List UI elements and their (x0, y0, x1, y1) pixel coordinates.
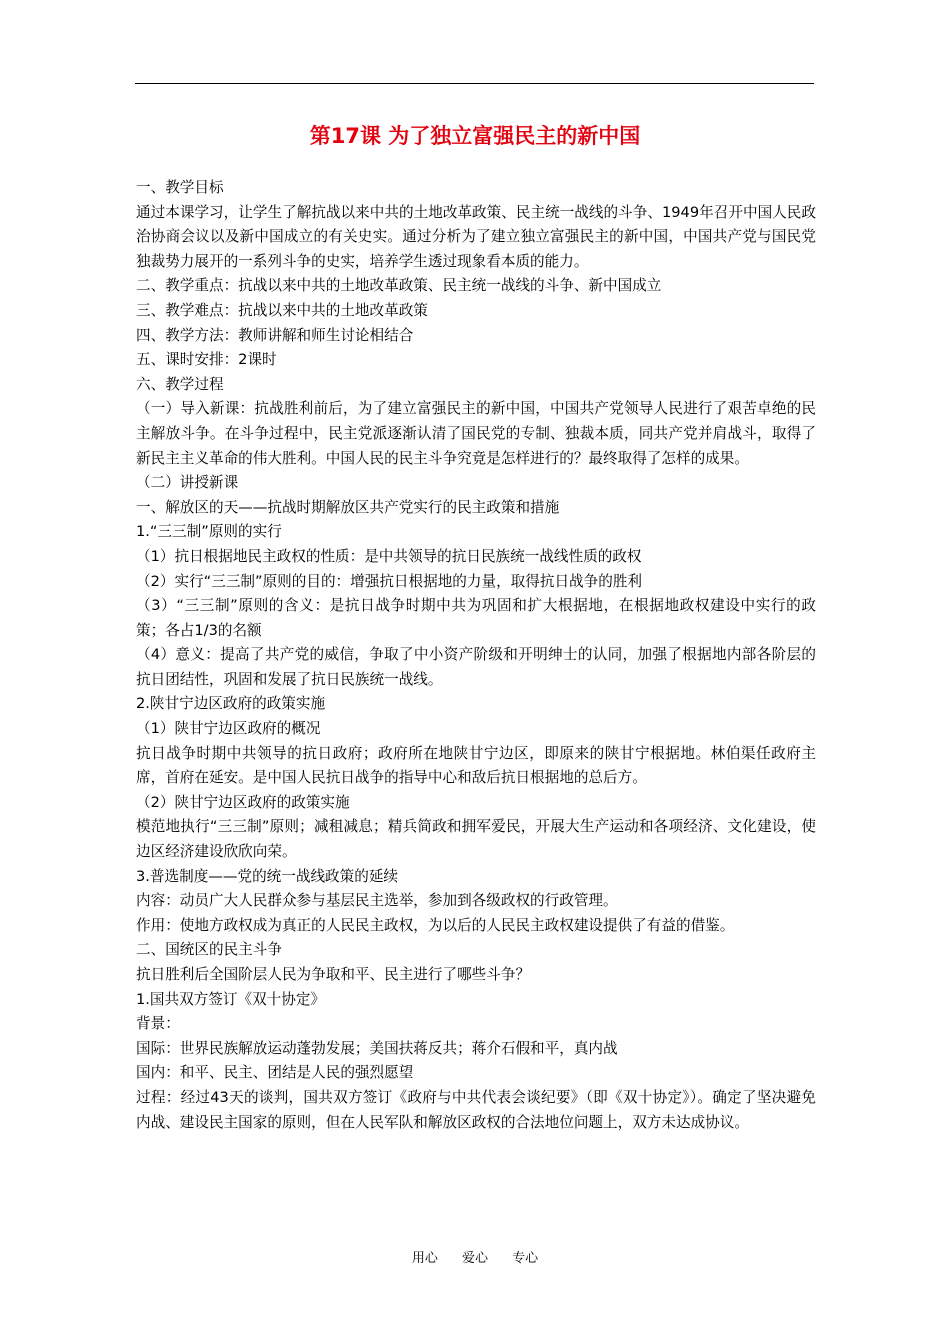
list-item: （2）陕甘宁边区政府的政策实施 (136, 793, 350, 811)
footer-text: 爱心 (461, 1251, 488, 1266)
paragraph: 抗日战争时期中共领导的抗日政府；政府所在地陕甘宁边区，即原来的陕甘宁根据地。林伯渠任政府主席，首府在延安。是中国人民抗日战争的指导中心和敌后抗日根据地的总后方。 (136, 744, 816, 787)
list-item: （4）意义：提高了共产党的威信，争取了中小资产阶级和开明绅士的认同，加强了根据地内部各阶层的抗日团结性，巩固和发展了抗日民族统一战线。 (136, 646, 816, 688)
paragraph: 通过本课学习，让学生了解抗战以来中共的土地改革政策、民主统一战线的斗争、1949年召开中国人民政治协商会议以及新中国成立的有关史实。通过分析为了建立独立富强民主的新中国，中国共产党与国民党独裁势力展开的一系列斗争的史实，培养学生透过现象看本质的能力。 (136, 203, 816, 270)
footer-text: 专心 (512, 1251, 539, 1266)
section-heading: 一、教学目标 (136, 179, 224, 196)
section-heading: 二、国统区的民主斗争 (136, 941, 282, 959)
paragraph: 模范地执行“三三制”原则；减租减息；精兵简政和拥军爱民，开展大生产运动和各项经济、文化建设，使边区经济建设欣欣向荣。 (136, 818, 816, 861)
subsection-heading: 1.“三三制”原则的实行 (136, 523, 282, 541)
paragraph: 内容：动员广大人民群众参与基层民主选举，参加到各级政权的行政管理。 (136, 892, 618, 910)
paragraph: 抗日胜利后全国阶层人民为争取和平、民主进行了哪些斗争？ (136, 966, 531, 983)
subsection-heading: 1.国共双方签订《双十协定》 (136, 990, 326, 1008)
section-heading: 二、教学重点：抗战以来中共的土地改革政策、民主统一战线的斗争、新中国成立 (136, 277, 662, 295)
page-footer (0, 1249, 950, 1269)
section-heading: 一、解放区的天——抗战时期解放区共产党实行的民主政策和措施 (136, 498, 560, 516)
list-item: （3）“三三制”原则的含义：是抗日战争时期中共为巩固和扩大根据地，在根据地政权建设中实行的政策；各占1/3的名额 (136, 597, 816, 639)
list-item: （1）陕甘宁边区政府的概况 (136, 720, 321, 738)
paragraph: 国内：和平、民主、团结是人民的强烈愿望 (136, 1064, 414, 1082)
footer-text: 用心 (411, 1251, 438, 1266)
section-heading: 五、课时安排：2课时 (136, 351, 277, 369)
section-heading: 六、教学过程 (136, 375, 224, 393)
section-heading: 三、教学难点：抗战以来中共的土地改革政策 (136, 301, 428, 319)
paragraph: 作用：使地方政权成为真正的人民民主政权，为以后的人民民主政权建设提供了有益的借鉴。 (136, 916, 735, 934)
paragraph: 国际：世界民族解放运动蓬勃发展；美国扶蒋反共；蒋介石假和平，真内战 (136, 1039, 618, 1057)
subsection-heading: 3.普选制度——党的统一战线政策的延续 (136, 867, 399, 885)
paragraph: （一）导入新课：抗战胜利前后，为了建立富强民主的新中国，中国共产党领导人民进行了艰苦卓绝的民主解放斗争。在斗争过程中，民主党派逐渐认清了国民党的专制、独裁本质，同共产党并肩战斗，取得了新民主主义革命的伟大胜利。中国人民的民主斗争究竟是怎样进行的？最终取得了怎样的成果。 (136, 400, 816, 467)
header-rule (135, 83, 814, 84)
page-title: 第17课 为了独立富强民主的新中国 (309, 124, 641, 148)
document-body (136, 176, 816, 1135)
subsection-heading: 2.陕甘宁边区政府的政策实施 (136, 695, 326, 713)
paragraph: 背景： (136, 1015, 180, 1033)
section-heading: 四、教学方法：教师讲解和师生讨论相结合 (136, 326, 414, 344)
section-heading: （二）讲授新课 (136, 474, 239, 492)
list-item: （2）实行“三三制”原则的目的：增强抗日根据地的力量，取得抗日战争的胜利 (136, 572, 643, 590)
list-item: （1）抗日根据地民主政权的性质：是中共领导的抗日民族统一战线性质的政权 (136, 547, 642, 565)
paragraph: 过程：经过43天的谈判，国共双方签订《政府与中共代表会谈纪要》（即《双十协定》）。确定了坚决避免内战、建设民主国家的原则，但在人民军队和解放区政权的合法地位问题上，双方未达成协议。 (136, 1088, 816, 1131)
